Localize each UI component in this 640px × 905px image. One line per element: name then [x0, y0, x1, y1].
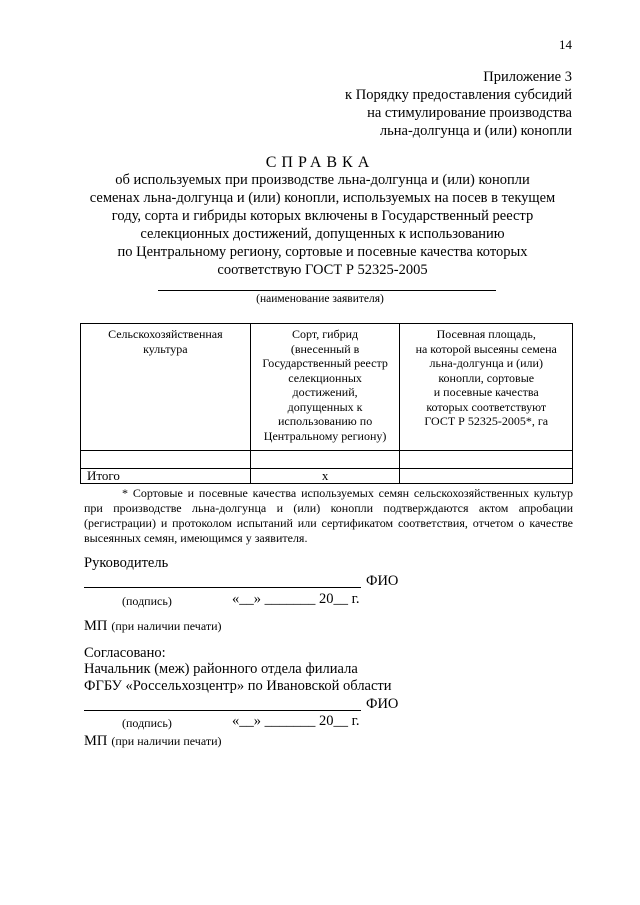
- subtitle-line: семенах льна-долгунца и (или) конопли, используемых на посев в текущем: [89, 190, 556, 206]
- seed-table: [80, 323, 573, 484]
- agreed-sign-caption: (подпись): [122, 716, 172, 730]
- director-date: «__» _______ 20__ г.: [232, 591, 360, 607]
- header-crop: Сельскохозяйственная культура: [81, 324, 251, 451]
- agreed-stamp: [84, 732, 222, 750]
- footnote: * Сортовые и посевные качества используемых семян сельскохозяйственных культур при производстве льна-долгунца и (или) конопли подтверждаются актом апробации (регистрации) и протоколом испытаний или сертификатом соответствия, отчетом о качестве высеянных семян, имеющимся у заявителя.: [84, 486, 573, 545]
- applicant-name-line: [158, 290, 496, 291]
- table-row: [81, 451, 573, 469]
- subtitle-line: по Центральному региону, сортовые и посевные качества которых: [117, 244, 528, 260]
- table-total-row: [81, 469, 573, 484]
- total-label: Итого: [81, 469, 251, 484]
- table-header-row: [81, 324, 573, 451]
- page-number: 14: [559, 37, 572, 52]
- director-sign-caption: (подпись): [122, 594, 172, 608]
- stamp-label: МП: [84, 618, 108, 634]
- subtitle-line: соответствую ГОСТ Р 52325-2005: [217, 262, 428, 278]
- director-signature-line: [84, 587, 361, 588]
- appendix-line: Приложение 3: [483, 69, 572, 85]
- agreed-signature-line: [84, 710, 361, 711]
- document-subtitle: [70, 171, 575, 279]
- total-mark: х: [250, 469, 400, 484]
- appendix-line: льна-долгунца и (или) конопли: [379, 123, 572, 139]
- applicant-caption: (наименование заявителя): [256, 293, 384, 305]
- appendix-header: [345, 68, 572, 140]
- agreed-date: «__» _______ 20__ г.: [232, 713, 360, 729]
- agreed-fio: ФИО: [366, 696, 399, 712]
- appendix-line: к Порядку предоставления субсидий: [345, 87, 572, 103]
- subtitle-line: об используемых при производстве льна-долгунца и (или) конопли: [115, 172, 530, 188]
- appendix-line: на стимулирование производства: [367, 105, 572, 121]
- table-cell[interactable]: [400, 451, 573, 469]
- stamp-note: (при наличии печати): [111, 734, 222, 748]
- agreed-label: Согласовано:: [84, 645, 166, 661]
- header-variety: Сорт, гибрид (внесенный в Государственный реестр селекционных достижений, допущенных к использованию по Центральному региону): [250, 324, 400, 451]
- total-value-cell[interactable]: [400, 469, 573, 484]
- document-title: СПРАВКА: [265, 154, 375, 171]
- table-cell[interactable]: [81, 451, 251, 469]
- agreed-position-line2: ФГБУ «Россельхозцентр» по Ивановской области: [84, 678, 392, 694]
- stamp-note: (при наличии печати): [111, 619, 222, 633]
- stamp-label: МП: [84, 733, 108, 749]
- subtitle-line: году, сорта и гибриды которых включены в Государственный реестр: [111, 208, 534, 224]
- agreed-position-line1: Начальник (меж) районного отдела филиала: [84, 661, 358, 677]
- director-fio: ФИО: [366, 573, 399, 589]
- director-label: Руководитель: [84, 555, 169, 571]
- table-cell[interactable]: [250, 451, 400, 469]
- director-stamp: [84, 617, 222, 635]
- subtitle-line: селекционных достижений, допущенных к использованию: [140, 226, 505, 242]
- header-area: Посевная площадь, на которой высеяны семена льна-долгунца и (или) конопли, сортовые и посевные качества которых соответствуют ГОСТ Р 52325-2005*, га: [400, 324, 573, 451]
